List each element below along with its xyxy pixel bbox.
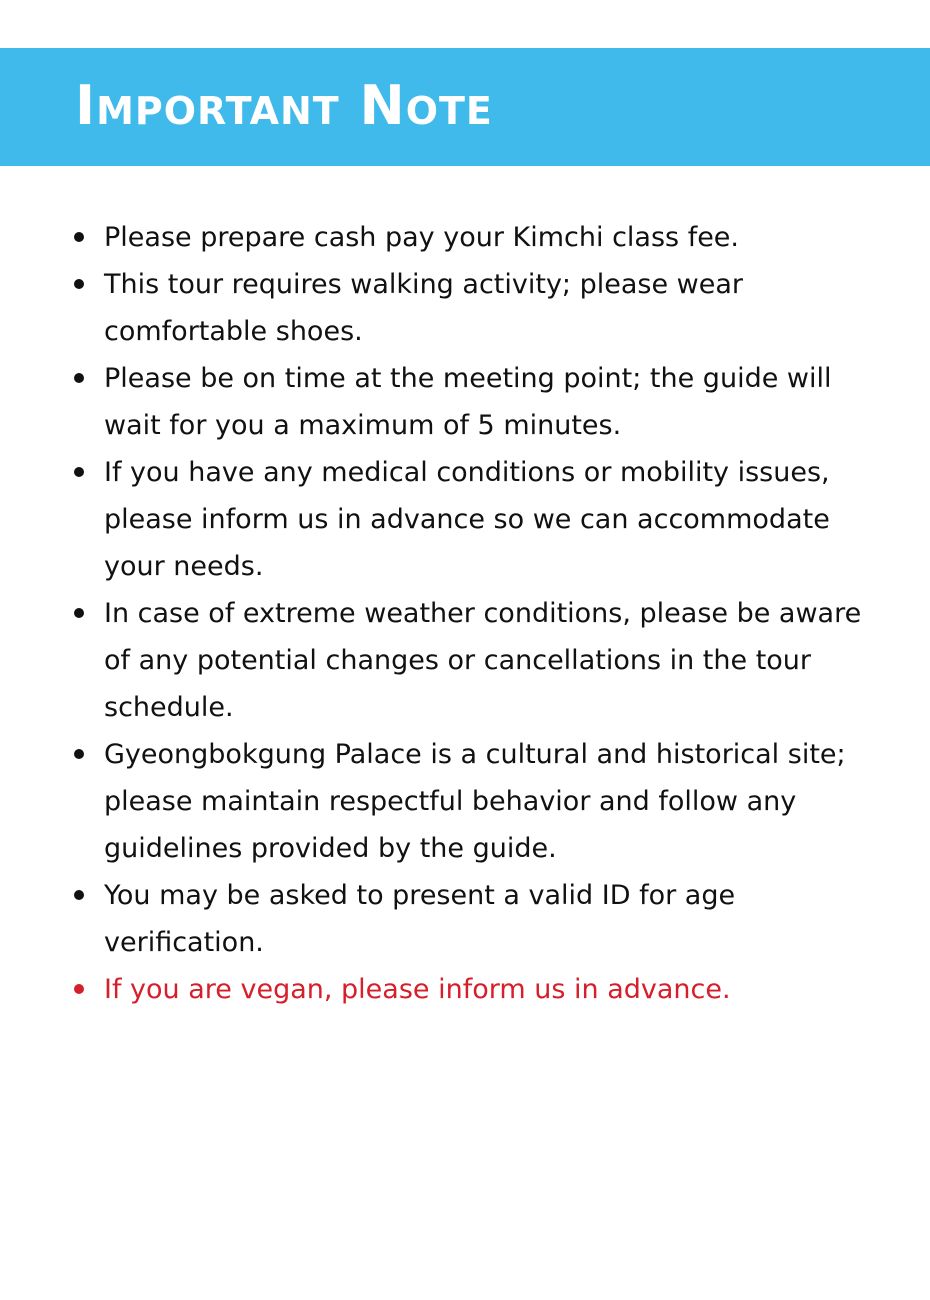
note-item [74, 872, 884, 966]
bullet-icon [74, 984, 84, 994]
bullet-icon [74, 467, 84, 477]
note-text: This tour requires walking activity; please wear comfortable shoes. [104, 269, 743, 347]
note-item [74, 261, 884, 355]
note-item-vegan-warning [74, 966, 884, 1013]
bullet-icon [74, 279, 84, 289]
bullet-icon [74, 608, 84, 618]
note-text: If you have any medical conditions or mobility issues, please inform us in advance so we can accommodate your needs. [104, 457, 830, 582]
note-item [74, 355, 884, 449]
note-text: Please prepare cash pay your Kimchi class fee. [104, 222, 740, 253]
bullet-icon [74, 373, 84, 383]
note-item [74, 590, 884, 731]
bullet-icon [74, 749, 84, 759]
note-text: Gyeongbokgung Palace is a cultural and historical site; please maintain respectful behavior and follow any guidelines provided by the guide. [104, 739, 846, 864]
note-item [74, 449, 884, 590]
note-text: Please be on time at the meeting point; the guide will wait for you a maximum of 5 minutes. [104, 363, 832, 441]
note-text: In case of extreme weather conditions, please be aware of any potential changes or cancellations in the tour schedule. [104, 598, 862, 723]
page-title: Important Note [75, 74, 493, 137]
note-item [74, 731, 884, 872]
note-item [74, 214, 884, 261]
important-notes-list [74, 214, 884, 1013]
note-text: If you are vegan, please inform us in advance. [104, 974, 731, 1005]
bullet-icon [74, 890, 84, 900]
bullet-icon [74, 232, 84, 242]
note-text: You may be asked to present a valid ID for age verification. [104, 880, 736, 958]
